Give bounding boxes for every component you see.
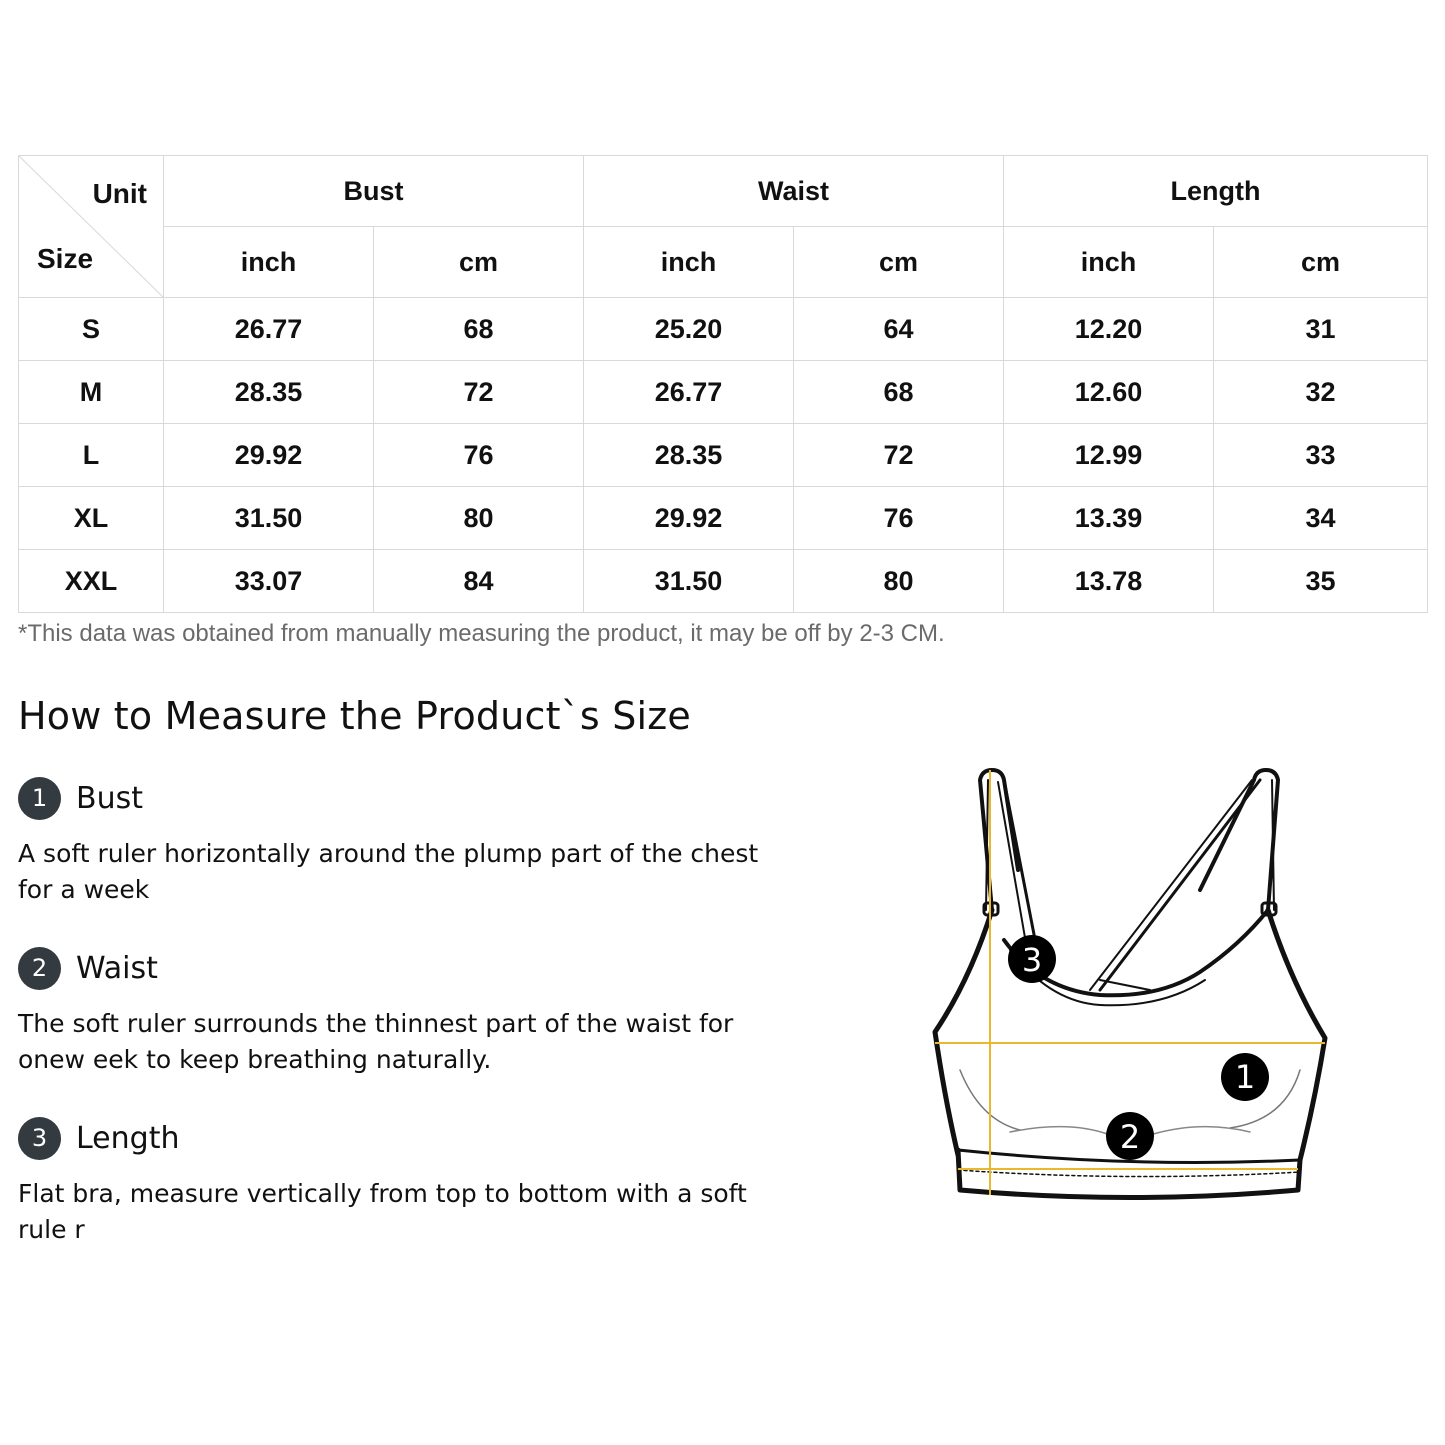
value-cell: 35 <box>1214 550 1428 613</box>
measurement-note: *This data was obtained from manually measuring the product, it may be off by 2-3 CM. <box>18 620 945 647</box>
value-cell: 34 <box>1214 487 1428 550</box>
step-number-badge: 2 <box>18 947 61 990</box>
value-cell: 26.77 <box>164 298 374 361</box>
corner-header-cell <box>19 156 164 298</box>
corner-unit-label: Unit <box>92 178 147 209</box>
value-cell: 80 <box>374 487 584 550</box>
value-cell: 72 <box>794 424 1004 487</box>
step-length <box>18 1116 798 1248</box>
marker-3-label: 3 <box>1021 941 1043 979</box>
marker-1-label: 1 <box>1234 1058 1256 1096</box>
table-row <box>19 361 1428 424</box>
value-cell: 72 <box>374 361 584 424</box>
size-cell: XL <box>19 487 164 550</box>
size-cell: XXL <box>19 550 164 613</box>
value-cell: 31.50 <box>164 487 374 550</box>
value-cell: 33.07 <box>164 550 374 613</box>
step-title: Length <box>76 1120 180 1156</box>
value-cell: 29.92 <box>164 424 374 487</box>
value-cell: 26.77 <box>584 361 794 424</box>
right-strap <box>1200 770 1278 910</box>
unit-header: cm <box>1214 227 1428 298</box>
marker-1 <box>1221 1053 1269 1101</box>
value-cell: 29.92 <box>584 487 794 550</box>
value-cell: 28.35 <box>164 361 374 424</box>
size-chart-table <box>18 155 1428 613</box>
value-cell: 33 <box>1214 424 1428 487</box>
step-title: Waist <box>76 950 158 986</box>
table-row <box>19 550 1428 613</box>
unit-header: inch <box>164 227 374 298</box>
value-cell: 12.60 <box>1004 361 1214 424</box>
size-cell: L <box>19 424 164 487</box>
size-cell: S <box>19 298 164 361</box>
unit-header: cm <box>794 227 1004 298</box>
value-cell: 32 <box>1214 361 1428 424</box>
step-description: A soft ruler horizontally around the plump part of the chest for a week <box>18 839 759 904</box>
body-outline <box>935 910 992 1155</box>
value-cell: 28.35 <box>584 424 794 487</box>
marker-3 <box>1008 935 1056 983</box>
how-to-title: How to Measure the Product`s Size <box>18 694 691 738</box>
value-cell: 12.99 <box>1004 424 1214 487</box>
corner-size-label: Size <box>37 243 94 274</box>
value-cell: 12.20 <box>1004 298 1214 361</box>
step-number-badge: 3 <box>18 1117 61 1160</box>
marker-2 <box>1106 1112 1154 1160</box>
table-row <box>19 487 1428 550</box>
step-description: Flat bra, measure vertically from top to bottom with a soft rule r <box>18 1179 747 1244</box>
value-cell: 13.78 <box>1004 550 1214 613</box>
value-cell: 68 <box>374 298 584 361</box>
unit-header: inch <box>1004 227 1214 298</box>
value-cell: 31.50 <box>584 550 794 613</box>
step-number-badge: 1 <box>18 777 61 820</box>
value-cell: 64 <box>794 298 1004 361</box>
header-bust: Bust <box>164 156 584 227</box>
table-header-groups <box>19 156 1428 227</box>
step-title: Bust <box>76 780 143 816</box>
step-description: The soft ruler surrounds the thinnest part of the waist for onew eek to keep breathing naturally. <box>18 1009 734 1074</box>
table-row <box>19 298 1428 361</box>
table-header-units <box>19 227 1428 298</box>
value-cell: 31 <box>1214 298 1428 361</box>
step-waist <box>18 946 798 1078</box>
value-cell: 13.39 <box>1004 487 1214 550</box>
header-waist: Waist <box>584 156 1004 227</box>
table-row <box>19 424 1428 487</box>
value-cell: 84 <box>374 550 584 613</box>
value-cell: 25.20 <box>584 298 794 361</box>
sports-bra-illustration <box>900 740 1360 1220</box>
step-bust <box>18 776 798 908</box>
marker-2-label: 2 <box>1119 1118 1141 1156</box>
unit-header: inch <box>584 227 794 298</box>
unit-header: cm <box>374 227 584 298</box>
value-cell: 76 <box>794 487 1004 550</box>
size-cell: M <box>19 361 164 424</box>
value-cell: 76 <box>374 424 584 487</box>
header-length: Length <box>1004 156 1428 227</box>
value-cell: 80 <box>794 550 1004 613</box>
value-cell: 68 <box>794 361 1004 424</box>
